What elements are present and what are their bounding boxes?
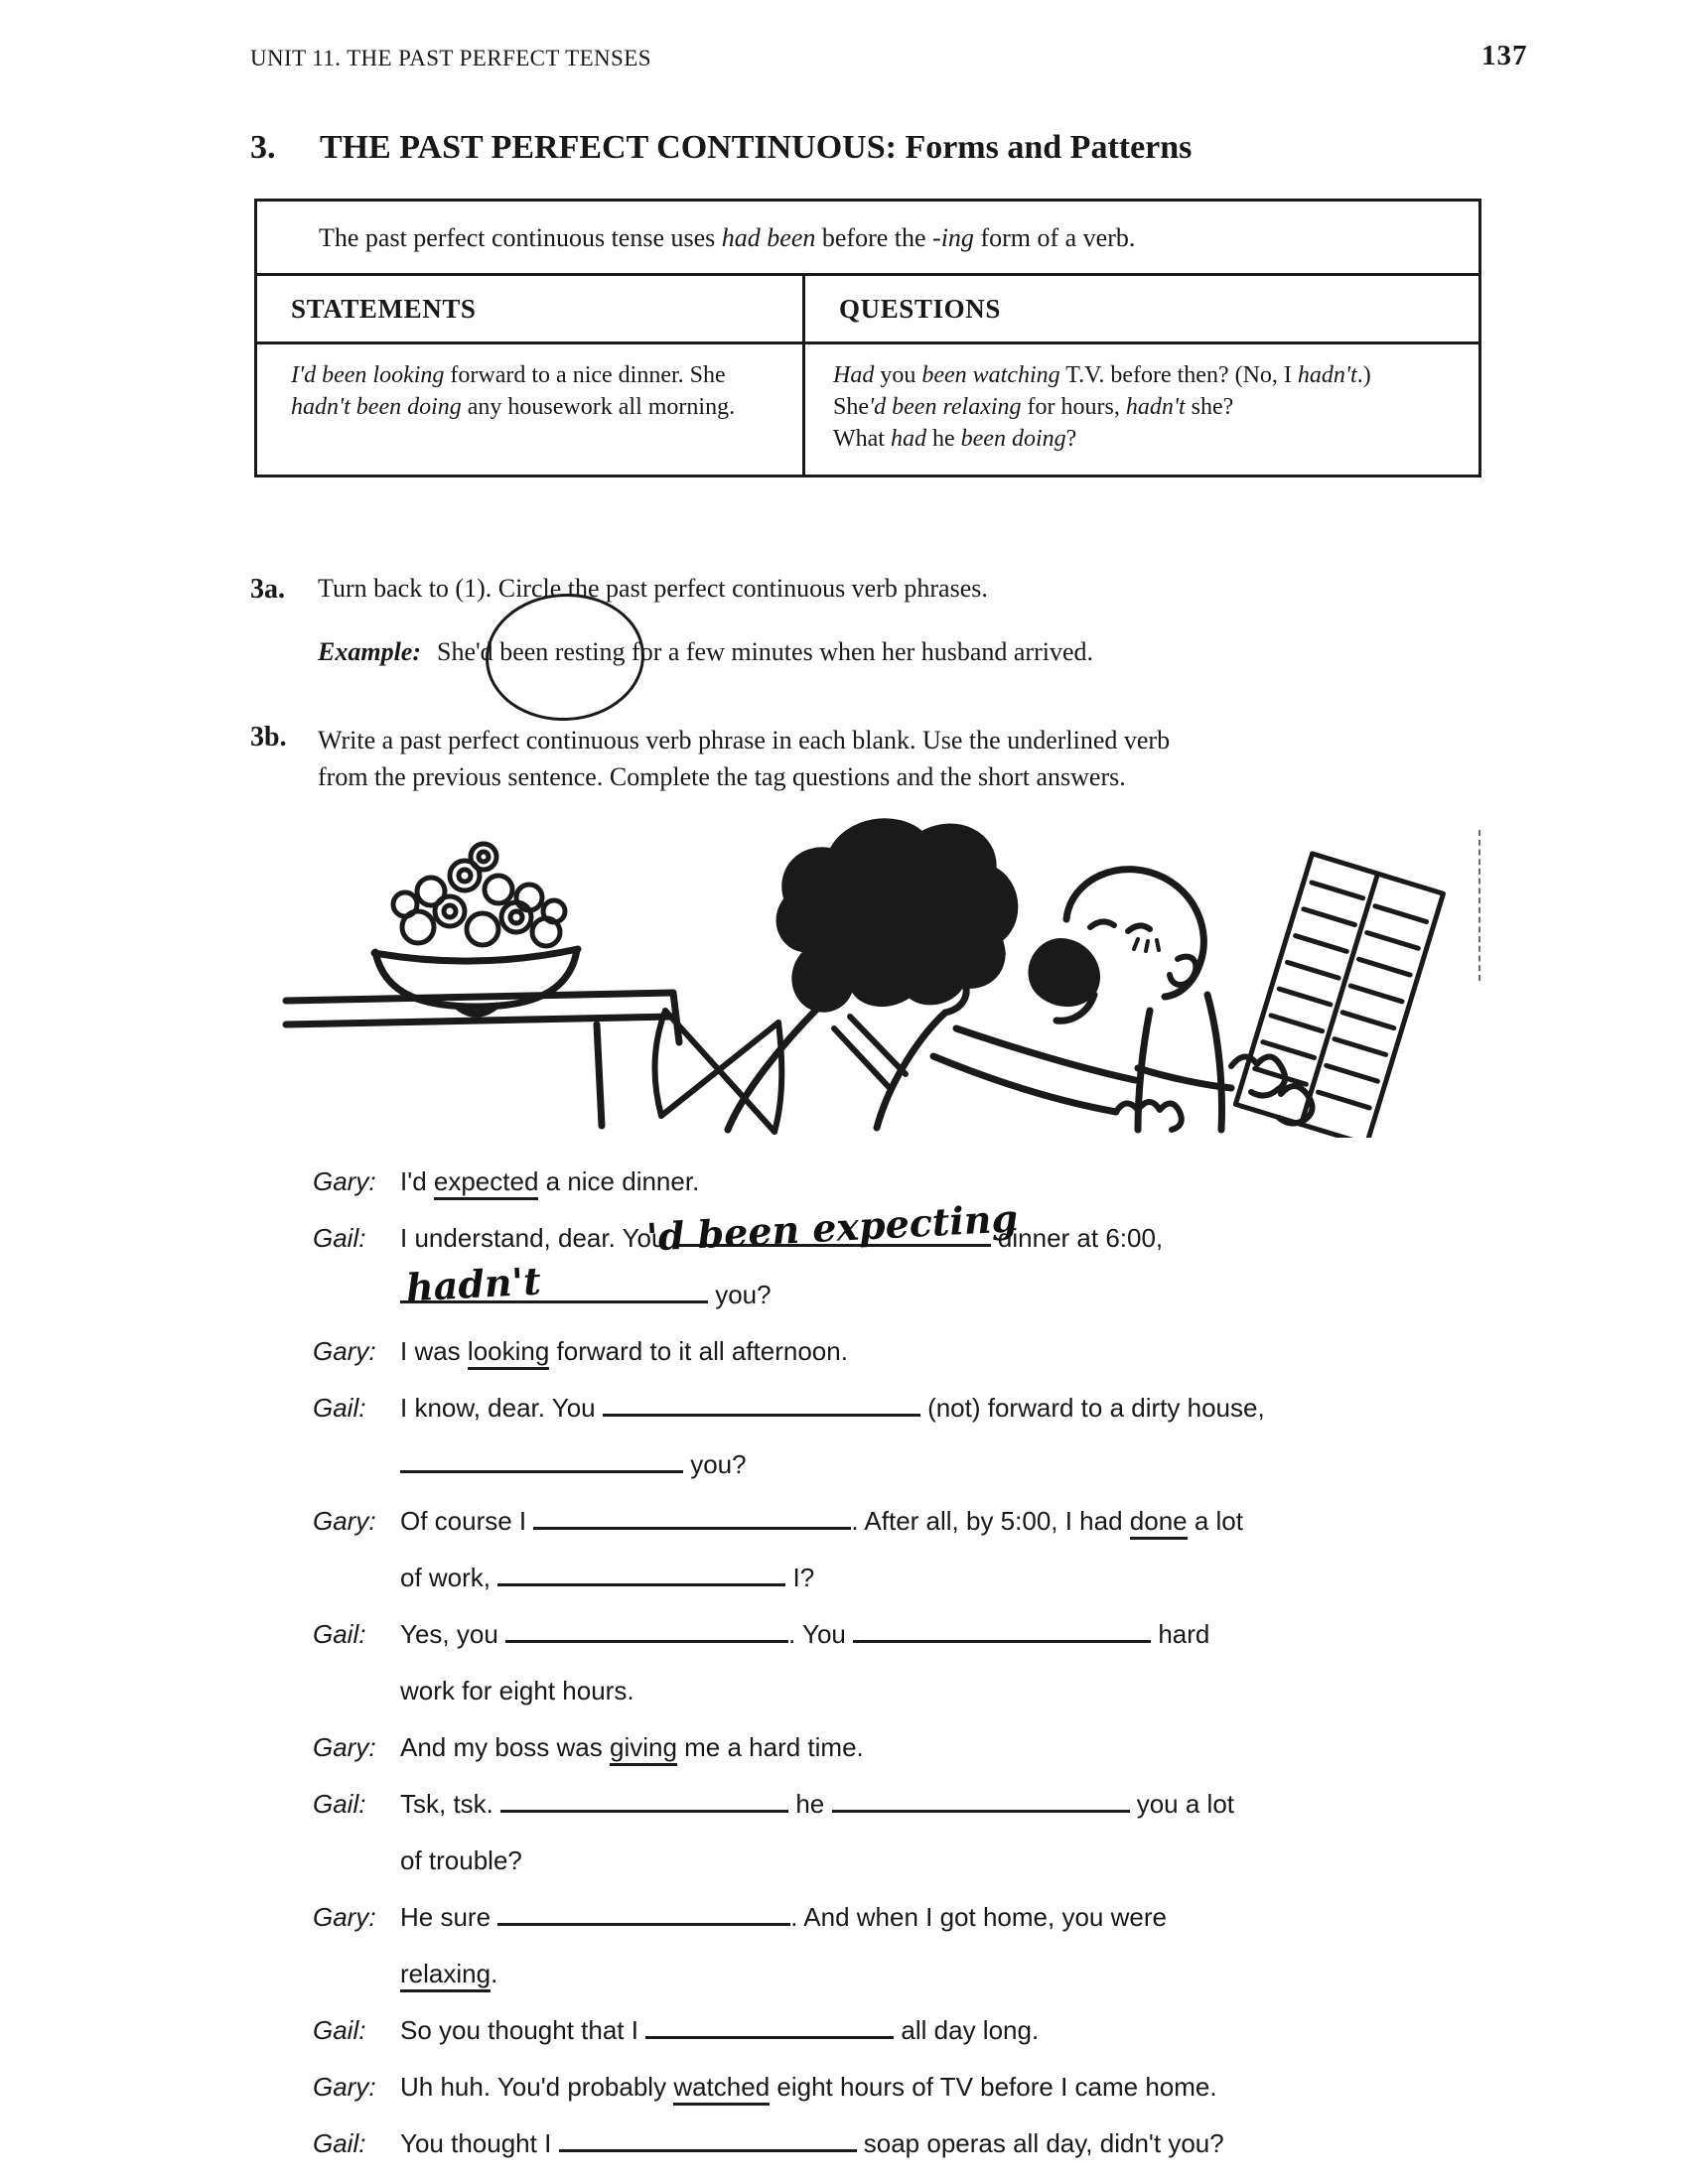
dialogue-line (313, 1436, 1265, 1493)
text-run: eight hours of TV before I came home. (770, 2072, 1217, 2102)
text-run: all day long. (894, 2015, 1040, 2045)
underlined-word: watched (673, 2072, 770, 2106)
dialogue-text (400, 1902, 1167, 1932)
dialogue-text (400, 1732, 864, 1766)
section-number: 3. (250, 129, 276, 166)
fill-in-blank[interactable] (505, 1618, 788, 1643)
fill-in-blank[interactable] (853, 1618, 1151, 1643)
text-run: any housework all morning. (461, 394, 736, 421)
dialogue-text (400, 2128, 1224, 2158)
text-run: . After all, by 5:00, I had (851, 1506, 1130, 1536)
text-run: of work, (400, 1563, 498, 1592)
speaker-label: Gary: (313, 1166, 376, 1196)
text-run: I'd been looking (291, 362, 445, 388)
dialogue-line (313, 1606, 1265, 1663)
text-run: I? (785, 1563, 815, 1592)
handwritten-answer: 'd been expecting (644, 1195, 1019, 1260)
example-sentence (437, 637, 1093, 666)
text-run: I was (400, 1336, 468, 1366)
text-run: So you thought that I (400, 2015, 646, 2045)
dialogue-line (313, 1833, 1265, 1889)
fill-in-blank[interactable] (644, 1195, 1019, 1260)
text-run: She'd (437, 637, 500, 666)
underlined-word: done (1130, 1506, 1188, 1540)
speaker-label: Gail: (313, 1789, 366, 1819)
text-run: been doing (960, 426, 1066, 453)
text-run: me a hard time. (676, 1732, 864, 1762)
text-run: Uh huh. You'd probably (400, 2072, 674, 2102)
speaker-label: Gary: (313, 2072, 376, 2102)
fill-in-blank[interactable] (497, 1562, 785, 1586)
dialogue-line (313, 1719, 1265, 1776)
circled-phrase: been resting (499, 637, 626, 666)
underlined-word: looking (468, 1336, 549, 1370)
page-number: 137 (1481, 40, 1528, 71)
underlined-word: giving (610, 1732, 677, 1766)
text-run: Had (833, 362, 875, 388)
question-sentence (833, 359, 1455, 391)
text-run: you (874, 362, 922, 388)
dialogue-line (313, 2002, 1265, 2059)
text-run: I'd (400, 1166, 434, 1196)
exercise-3b-instructions (318, 722, 1170, 795)
text-run: T.V. before then? (No, I (1059, 362, 1298, 388)
dialogue-text (400, 2072, 1217, 2106)
text-run: . (491, 1959, 498, 1988)
dialogue-line (313, 1550, 1265, 1606)
dialogue-text (400, 1336, 848, 1370)
statements-header: STATEMENTS (257, 276, 805, 341)
dialogue-text (400, 1959, 497, 1992)
text-run: you? (683, 1449, 747, 1479)
section-heading (250, 129, 1192, 167)
dialogue-line (313, 1663, 1265, 1719)
margin-dashed-line (1478, 830, 1480, 981)
table-body-row (257, 344, 1478, 475)
text-run: 'd been relaxing (869, 394, 1022, 421)
text-run: And my boss was (400, 1732, 610, 1762)
text-run: form of a verb. (973, 223, 1136, 252)
text-run: had (890, 426, 926, 453)
speaker-label: Gail: (313, 1223, 366, 1253)
question-sentence (833, 423, 1455, 455)
text-run: She (689, 362, 726, 388)
text-run: hard (1151, 1619, 1210, 1649)
text-run: of trouble? (400, 1845, 522, 1875)
text-run: dinner at 6:00, (990, 1223, 1164, 1253)
dialogue-line (313, 1380, 1265, 1436)
dialogue-line (313, 1258, 1265, 1323)
dialogue-text (400, 1563, 814, 1592)
instruction-line: from the previous sentence. Complete the tag questions and the short answers. (318, 762, 1126, 791)
text-run: hadn't (1125, 394, 1186, 421)
dialogue-text (400, 2015, 1039, 2045)
fill-in-blank[interactable] (832, 1788, 1130, 1813)
fill-in-blank[interactable] (400, 1448, 683, 1473)
text-run: Yes, you (400, 1619, 506, 1649)
exercise-3b (250, 722, 1170, 795)
fill-in-blank[interactable] (497, 1901, 790, 1926)
speaker-label: Gail: (313, 2015, 366, 2045)
text-run: before the (815, 223, 933, 252)
underlined-word: relaxing (400, 1959, 491, 1992)
table-intro-row (257, 202, 1478, 276)
text-run: soap operas all day, didn't you? (856, 2128, 1224, 2158)
speaker-label: Gary: (313, 1506, 376, 1536)
statement-sentence (291, 362, 684, 388)
speaker-label: Gary: (313, 1732, 376, 1762)
text-run: forward to it all afternoon. (549, 1336, 848, 1366)
text-run: work for eight hours. (400, 1676, 634, 1706)
dialogue-text (400, 1506, 1243, 1536)
dialogue-line (313, 1946, 1265, 2002)
fill-in-blank[interactable] (645, 2014, 894, 2039)
speaker-label: Gail: (313, 2128, 366, 2158)
underlined-word: expected (434, 1166, 539, 1200)
text-run: you? (708, 1280, 772, 1309)
dialogue (313, 1154, 1265, 2172)
woman-figure (655, 822, 1182, 1132)
dialogue-line (313, 1776, 1265, 1833)
text-run: you a lot (1129, 1789, 1235, 1819)
text-run: (not) forward to a dirty house, (919, 1393, 1265, 1423)
cartoon-illustration (226, 800, 1458, 1138)
speaker-label: Gary: (313, 1902, 376, 1932)
fill-in-blank[interactable] (533, 1505, 851, 1530)
text-run: a nice dinner. (538, 1166, 700, 1196)
text-run: Tsk, tsk. (400, 1789, 501, 1819)
text-run: she? (1185, 394, 1234, 421)
example-label: Example: (318, 637, 421, 666)
text-run: for a few minutes when her husband arrived. (625, 637, 1093, 666)
fill-in-blank[interactable] (400, 1258, 708, 1310)
text-run: She (833, 394, 869, 421)
example-line (318, 637, 1093, 667)
dialogue-line (313, 1323, 1265, 1380)
fill-in-blank[interactable] (603, 1392, 920, 1417)
dialogue-text (400, 1393, 1265, 1423)
unit-header: UNIT 11. THE PAST PERFECT TENSES (250, 46, 651, 70)
text-run: he (925, 426, 961, 453)
text-run: hadn't been doing (291, 394, 462, 421)
text-run: a lot (1187, 1506, 1243, 1536)
statements-cell (257, 344, 805, 475)
text-run: ? (1065, 426, 1077, 453)
dialogue-line (313, 2059, 1265, 2116)
text-run: for hours, (1021, 394, 1126, 421)
text-run: . And when I got home, you were (790, 1902, 1167, 1932)
text-run: -ing (932, 223, 974, 252)
dialogue-text (400, 1619, 1209, 1649)
dialogue-line (313, 2116, 1265, 2172)
mustache (1032, 942, 1097, 1004)
grammar-table (254, 199, 1481, 478)
exercise-3a-instructions: Turn back to (1). Circle the past perfect continuous verb phrases. (318, 574, 988, 603)
text-run: What (833, 426, 891, 453)
text-run: Of course I (400, 1506, 534, 1536)
handwritten-answer: hadn't (404, 1258, 542, 1310)
dialogue-text (400, 1845, 522, 1875)
dialogue-text (400, 1166, 699, 1200)
dialogue-text (400, 1789, 1234, 1819)
text-run: I know, dear. You (400, 1393, 603, 1423)
fill-in-blank[interactable] (559, 2127, 857, 2152)
instruction-line: Write a past perfect continuous verb phrase in each blank. Use the underlined verb (318, 726, 1171, 754)
text-run: .) (1356, 362, 1371, 388)
exercise-3b-label: 3b. (250, 722, 287, 752)
questions-header: QUESTIONS (839, 294, 1001, 324)
dialogue-text (400, 1195, 1164, 1260)
flowers (393, 844, 565, 946)
question-sentence (833, 391, 1455, 423)
text-run: I understand, dear. You (400, 1223, 673, 1253)
text-run: he (788, 1789, 832, 1819)
text-run: He sure (400, 1902, 498, 1932)
dialogue-text (400, 1449, 747, 1479)
dialogue-text (400, 1676, 634, 1706)
text-run: You thought I (400, 2128, 559, 2158)
table-header-row (257, 276, 1478, 344)
text-run: forward to a nice dinner. (444, 362, 684, 388)
speaker-label: Gail: (313, 1393, 366, 1423)
text-run: The past perfect continuous tense uses (319, 223, 722, 252)
dialogue-text (400, 1258, 772, 1310)
section-title: THE PAST PERFECT CONTINUOUS: Forms and Patterns (320, 129, 1193, 166)
fill-in-blank[interactable] (500, 1788, 788, 1813)
text-run: been watching (921, 362, 1060, 388)
exercise-3a-label: 3a. (250, 574, 285, 605)
dialogue-line (313, 1493, 1265, 1550)
dialogue-line (313, 1889, 1265, 1946)
flower-bowl (374, 844, 578, 1014)
text-run: hadn't (1297, 362, 1357, 388)
speaker-label: Gary: (313, 1336, 376, 1366)
text-run: had been (721, 223, 816, 252)
text-run: . You (788, 1619, 854, 1649)
questions-cell (805, 344, 1478, 475)
speaker-label: Gail: (313, 1619, 366, 1649)
exercise-3a (250, 574, 988, 606)
